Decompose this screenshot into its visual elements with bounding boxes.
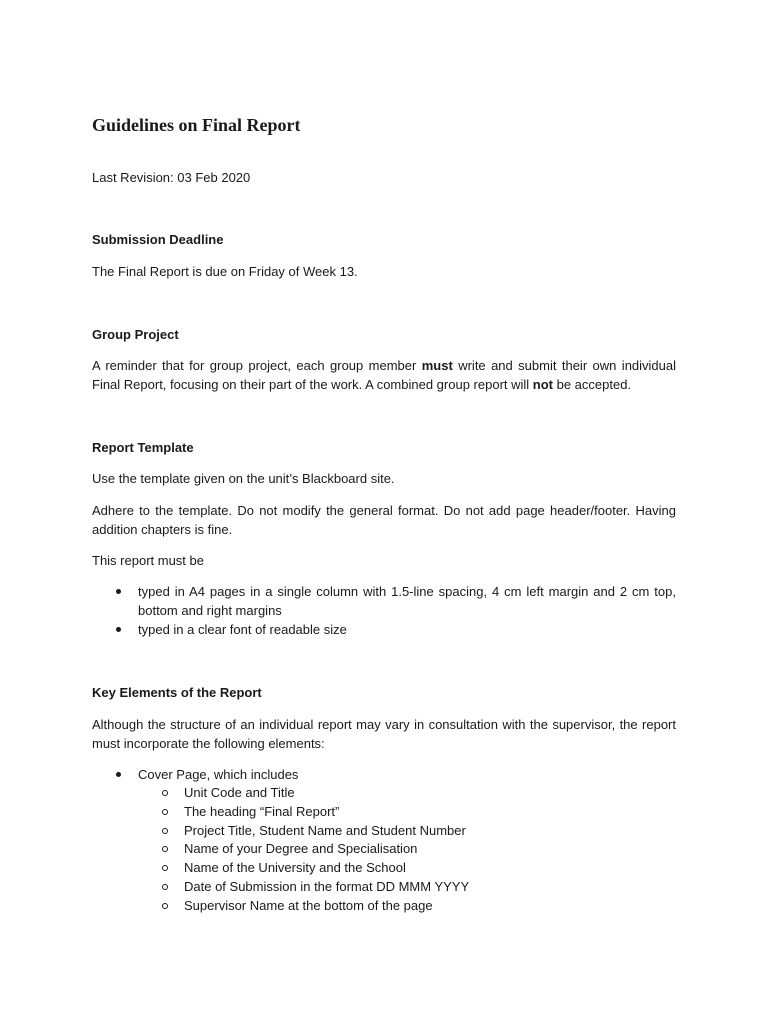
list-item (92, 620, 676, 639)
bullet-text: typed in a clear font of readable size (138, 622, 347, 637)
bullet-icon (116, 772, 121, 777)
hollow-bullet-icon (162, 809, 168, 815)
group-emphasis-must: must (421, 358, 453, 373)
hollow-bullet-icon (162, 865, 168, 871)
cover-page-label: Cover Page, which includes (138, 767, 299, 782)
cover-item-text: Name of your Degree and Specialisation (184, 841, 418, 857)
template-bullets (92, 582, 676, 639)
group-text-1: A reminder that for group project, each group member (92, 358, 422, 373)
bullet-icon (116, 589, 121, 594)
elements-intro: Although the structure of an individual report may vary in consultation with the supervisor, the report must incorporate the following elements: (92, 717, 676, 751)
group-emphasis-not: not (532, 377, 553, 392)
list-item (92, 803, 676, 822)
cover-page-items (92, 784, 676, 916)
hollow-bullet-icon (162, 903, 168, 909)
bullet-text: typed in A4 pages in a single column with 1.5-line spacing, 4 cm left margin and 2 cm top, bottom and right margins (138, 584, 676, 618)
cover-item-text: Project Title, Student Name and Student Number (184, 822, 466, 838)
hollow-bullet-icon (162, 790, 168, 796)
submission-heading: Submission Deadline (92, 232, 224, 247)
list-item (92, 765, 676, 784)
cover-item-text: Supervisor Name at the bottom of the page (184, 897, 433, 913)
list-item (92, 822, 676, 841)
revision-line: Last Revision: 03 Feb 2020 (92, 170, 251, 185)
list-item (92, 897, 676, 916)
template-heading: Report Template (92, 440, 194, 455)
hollow-bullet-icon (162, 884, 168, 890)
list-item (92, 582, 676, 620)
hollow-bullet-icon (162, 828, 168, 834)
template-para-1: Use the template given on the unit’s Blackboard site. (92, 471, 395, 486)
elements-list (92, 765, 676, 916)
list-item (92, 840, 676, 859)
group-text-2: write and submit their own individual Final Report, focusing on their part of the work. A combined group report will (92, 358, 677, 392)
group-paragraph (92, 356, 676, 394)
group-heading: Group Project (92, 327, 179, 342)
list-item (92, 878, 676, 897)
list-item (92, 859, 676, 878)
page-title: Guidelines on Final Report (92, 115, 301, 135)
group-text-3: be accepted. (553, 377, 632, 392)
submission-text: The Final Report is due on Friday of Week 13. (92, 264, 358, 279)
cover-item-text: Name of the University and the School (184, 860, 406, 876)
cover-item-text: Unit Code and Title (184, 785, 295, 800)
hollow-bullet-icon (162, 846, 168, 852)
template-para-3: This report must be (92, 553, 204, 568)
cover-item-text: Date of Submission in the format DD MMM YYYY (184, 878, 470, 894)
template-para-2: Adhere to the template. Do not modify the general format. Do not add page header/footer. Having addition chapters is fine. (92, 503, 676, 537)
elements-heading: Key Elements of the Report (92, 685, 262, 700)
list-item (92, 784, 676, 803)
bullet-icon (116, 627, 121, 632)
cover-item-text: The heading “Final Report” (184, 803, 340, 819)
